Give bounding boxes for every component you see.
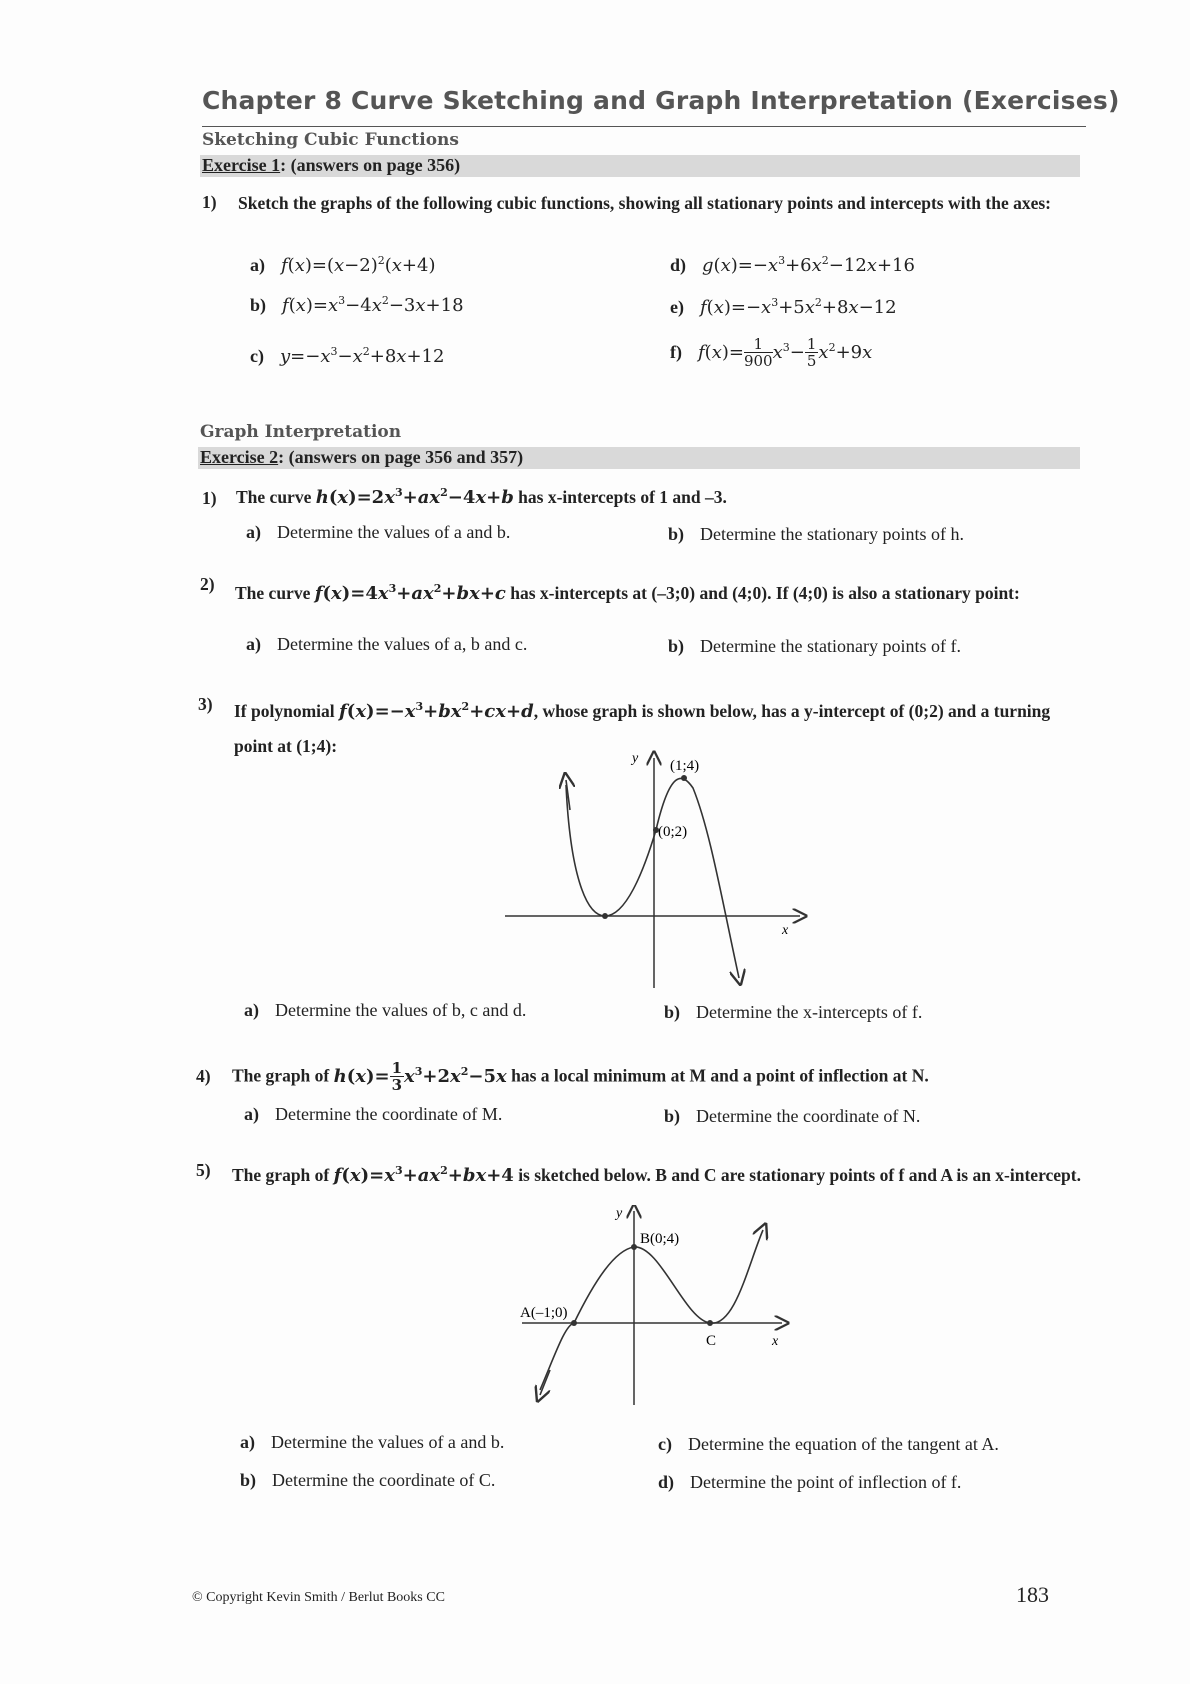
q3-x-label: x (782, 923, 789, 938)
q5-point-B (631, 1244, 637, 1250)
ex2-q1-part-a: a) Determine the values of a and b. (246, 522, 511, 542)
q5-C-label: C (706, 1333, 717, 1349)
q3-turning-label: (1;4) (670, 758, 700, 774)
ex2-q5-part-b: b) Determine the coordinate of C. (240, 1470, 496, 1490)
q5-curve (540, 1230, 763, 1390)
ex1-q1-number: 1) (202, 192, 217, 212)
ex2-q3-part-b: b) Determine the x-intercepts of f. (664, 1002, 923, 1022)
q5-point-A (571, 1320, 577, 1326)
ex2-q3-part-a: a) Determine the values of b, c and d. (244, 1000, 527, 1020)
formula-c: $y=-x^3-x^2+8x+12$ (279, 345, 445, 367)
q3-y-label: y (632, 751, 639, 766)
q3-intercept-label: (0;2) (658, 824, 688, 840)
q5-graph (510, 1205, 800, 1415)
ex2-q1-text: The curve $h(x)=2x^3+ax^2-4x+b$ has x-intercepts of 1 and –3. (236, 486, 727, 508)
ex2-q5-part-c: c) Determine the equation of the tangent at A. (658, 1434, 999, 1454)
title-underline (202, 126, 1086, 127)
ex2-q2-text: The curve $f(x)=4x^3+ax^2+bx+c$ has x-intercepts at (–3;0) and (4;0). If (4;0) is also a stationary point: (235, 582, 1020, 604)
q5-point-C (707, 1320, 713, 1326)
ex2-q2-formula: $f(x)=4x^3+ax^2+bx+c$ (314, 582, 506, 604)
q5-B-label: B(0;4) (640, 1231, 680, 1247)
formula-e: $f(x)=-x^3+5x^2+8x-12$ (699, 296, 897, 318)
q3-curve (566, 778, 739, 978)
section-heading-cubic: Sketching Cubic Functions (202, 130, 459, 150)
ex1-part-c: c) $y=-x^3-x^2+8x+12$ (250, 345, 445, 367)
ex2-q3-number: 3) (198, 694, 213, 714)
exercise-1-title: Exercise 1 (202, 155, 281, 175)
ex1-part-a: a) $f(x)=(x-2)^2(x+4)$ (250, 254, 436, 276)
q5-curve-left-arrow (540, 1370, 550, 1395)
ex2-q5-text: The graph of $f(x)=x^3+ax^2+bx+4$ is sketched below. B and C are stationary points of f and A is an x-intercept. (232, 1164, 1081, 1186)
ex2-q4-number: 4) (196, 1066, 211, 1086)
formula-b: $f(x)=x^3-4x^2-3x+18$ (282, 294, 464, 316)
ex2-q3-formula: $f(x)=-x^3+bx^2+cx+d$ (339, 700, 534, 722)
q5-A-label: A(–1;0) (520, 1305, 568, 1321)
section-heading-interpretation: Graph Interpretation (200, 422, 402, 442)
q5-y-label: y (616, 1206, 623, 1221)
ex2-q4-part-a: a) Determine the coordinate of M. (244, 1104, 503, 1124)
copyright-footer: © Copyright Kevin Smith / Berlut Books CC (192, 1590, 445, 1605)
exercise-1-note: : (answers on page 356) (280, 155, 461, 175)
formula-f: f(x)= $\frac{1}{900}$ $x^3-$ $\frac{1}{5}$ $x^2+9x$ (698, 335, 873, 370)
ex2-q4-formula: h(x)= $\frac{1}{3}$ $x^3+2x^2-5x$ (333, 1059, 507, 1094)
page-number: 183 (1016, 1582, 1049, 1607)
ex1-part-e: e) $f(x)=-x^3+5x^2+8x-12$ (670, 296, 897, 318)
q3-min-point (602, 913, 608, 919)
formula-a: $f(x)=(x-2)^2(x+4)$ (281, 254, 436, 276)
ex2-q1-number: 1) (202, 488, 217, 508)
ex2-q1-formula: $h(x)=2x^3+ax^2-4x+b$ (315, 486, 514, 508)
q5-x-label: x (772, 1334, 779, 1349)
formula-d: $g(x)=-x^3+6x^2-12x+16$ (702, 254, 915, 276)
ex1-q1-text: Sketch the graphs of the following cubic functions, showing all stationary points and intercepts with the axes: (238, 193, 1051, 213)
ex2-q5-formula: $f(x)=x^3+ax^2+bx+4$ (333, 1164, 514, 1186)
ex1-part-f: f) f(x)= $\frac{1}{900}$ $x^3-$ $\frac{1}{5}$ $x^2+9x$ (670, 335, 873, 370)
ex2-q5-part-d: d) Determine the point of inflection of f. (658, 1472, 962, 1492)
q3-graph (500, 750, 820, 1000)
ex2-q4-text: The graph of h(x)= $\frac{1}{3}$ $x^3+2x^2-5x$ has a local minimum at M and a point of inflection at N. (232, 1059, 929, 1094)
exercise-1-label (202, 155, 460, 176)
exercise-2-note: : (answers on page 356 and 357) (278, 447, 524, 467)
ex2-q2-part-b: b) Determine the stationary points of f. (668, 636, 961, 656)
exercise-2-label (200, 447, 523, 468)
ex2-q2-part-a: a) Determine the values of a, b and c. (246, 634, 528, 654)
page-title: Chapter 8 Curve Sketching and Graph Interpretation (Exercises) (202, 86, 1120, 115)
ex1-part-d: d) $g(x)=-x^3+6x^2-12x+16$ (670, 254, 915, 276)
ex2-q1-part-b: b) Determine the stationary points of h. (668, 524, 964, 544)
ex2-q2-number: 2) (200, 574, 215, 594)
q3-turning-point (681, 775, 687, 781)
ex2-q5-part-a: a) Determine the values of a and b. (240, 1432, 505, 1452)
ex2-q4-part-b: b) Determine the coordinate of N. (664, 1106, 921, 1126)
ex2-q3-text: If polynomial $f(x)=-x^3+bx^2+cx+d$, whose graph is shown below, has a y-intercept of (0;2) and a turning point at (1;4): (234, 700, 1051, 756)
ex2-q5-number: 5) (196, 1160, 211, 1180)
exercise-2-title: Exercise 2 (200, 447, 279, 467)
ex1-part-b: b) $f(x)=x^3-4x^2-3x+18$ (250, 294, 464, 316)
